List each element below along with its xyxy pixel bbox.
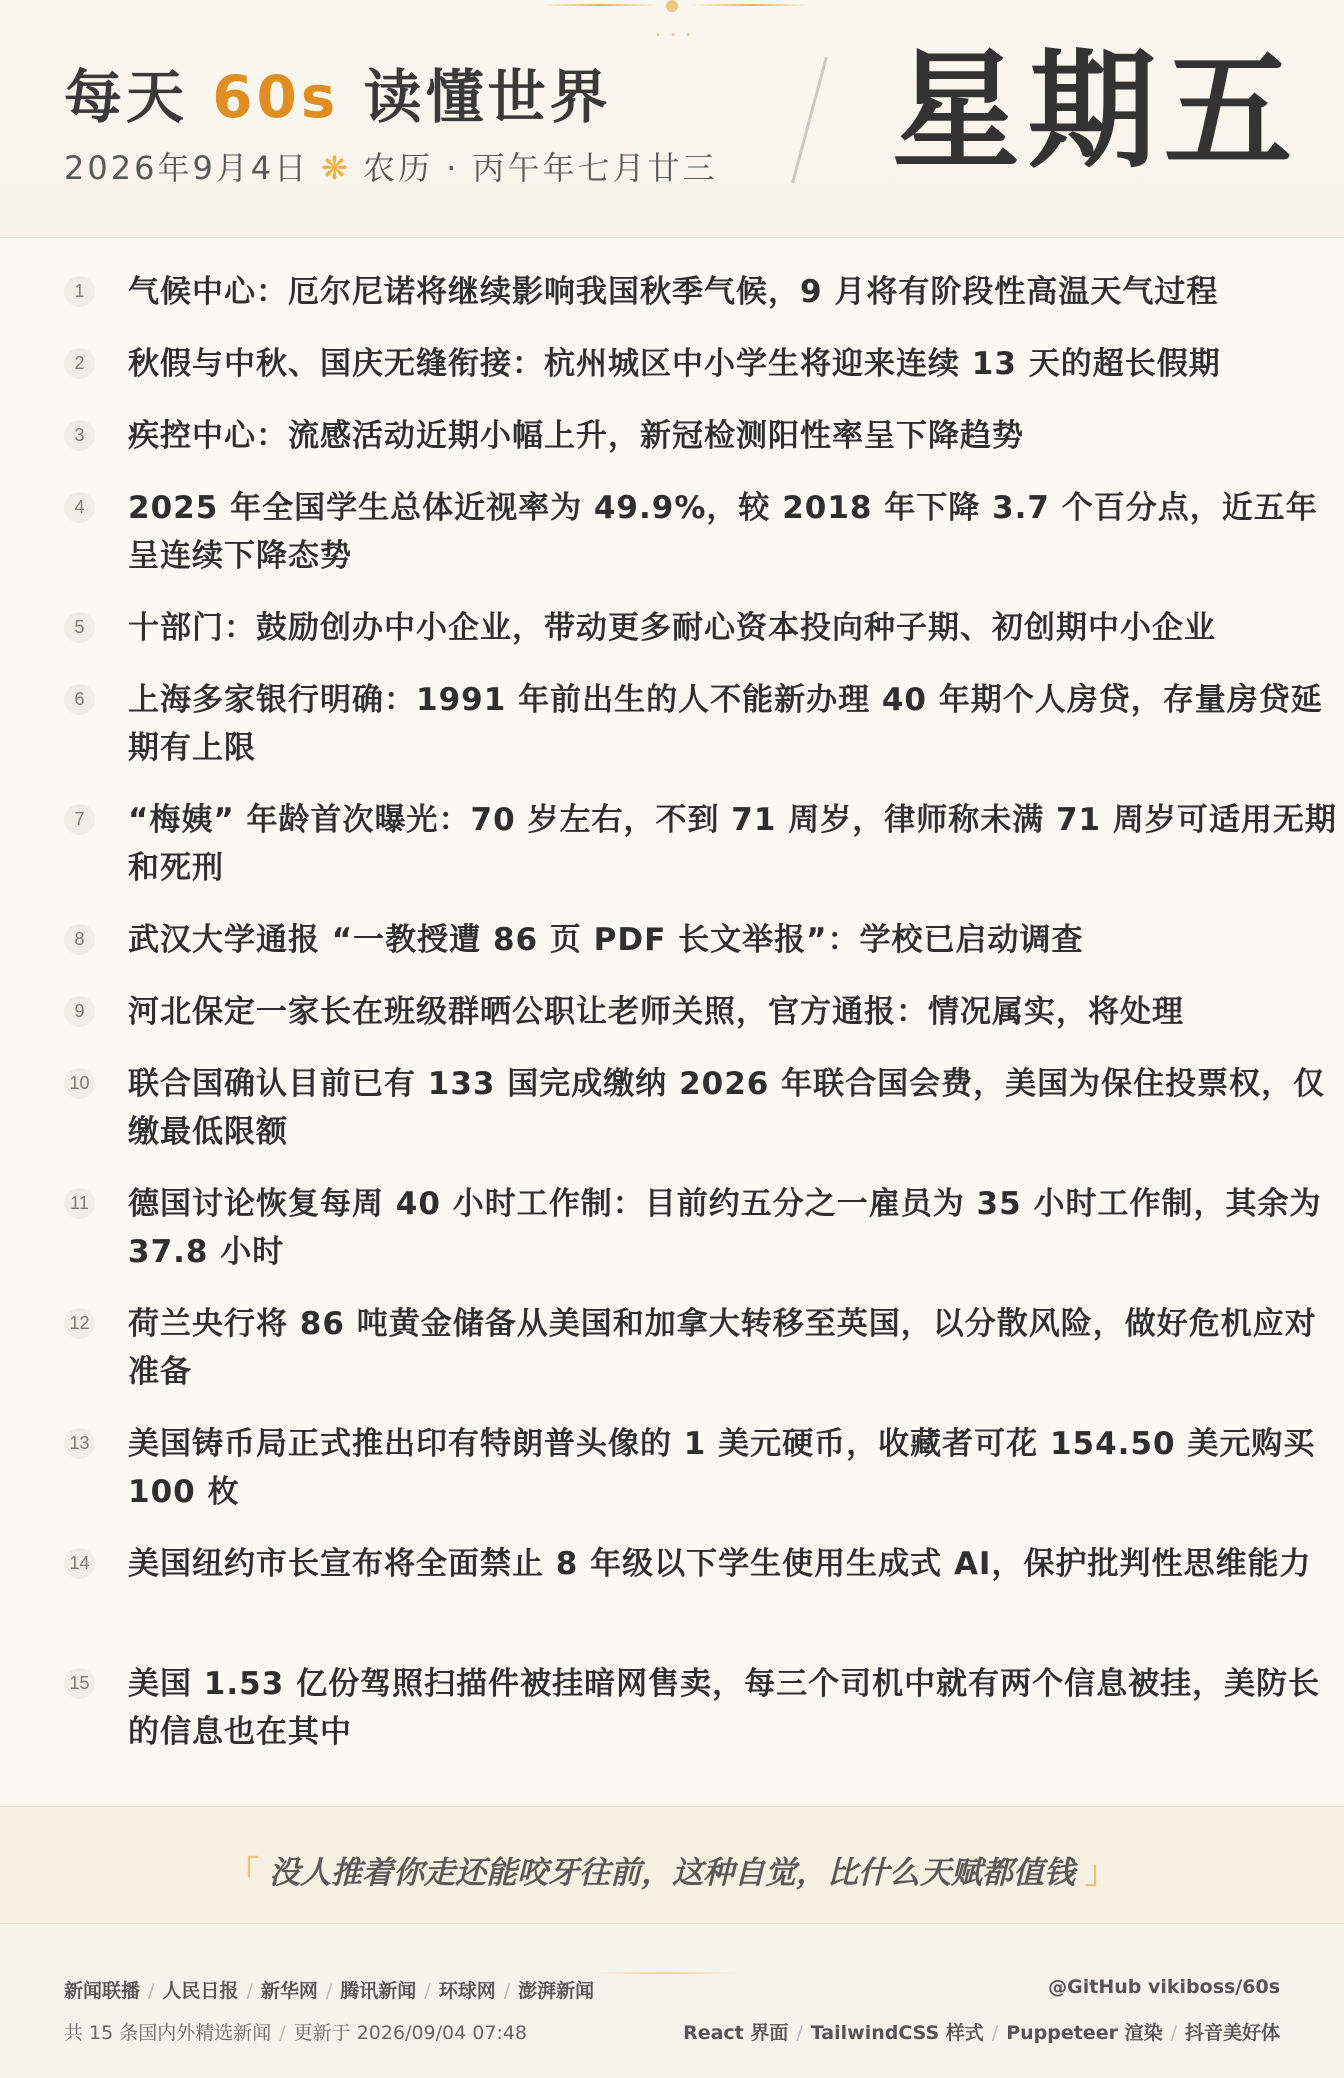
- weekday: 星期五: [892, 37, 1301, 186]
- news-number-badge: 7: [64, 804, 95, 835]
- news-number-badge: 2: [64, 348, 95, 379]
- news-number-badge: 1: [64, 276, 95, 307]
- news-number-badge: 8: [64, 924, 95, 955]
- source-item: 环球网: [438, 1980, 496, 2002]
- lunar-date: 农历 · 丙午年七月廿三: [362, 149, 718, 187]
- divider-slash: [791, 57, 828, 183]
- daily-quote: [0, 1847, 1344, 1892]
- tech-item: React 界面: [683, 2022, 789, 2044]
- news-text: 武汉大学通报 “一教授遭 86 页 PDF 长文举报”：学校已启动调查: [128, 922, 1084, 958]
- quote-text: 没人推着你走还能咬牙往前，这种自觉，比什么天赋都值钱: [269, 1855, 1075, 1891]
- source-item: 腾讯新闻: [340, 1980, 417, 2002]
- tech-item: 抖音美好体: [1184, 2022, 1280, 2044]
- title-prefix: 每天: [64, 63, 213, 131]
- quote-close-mark: 」: [1085, 1855, 1116, 1891]
- date-line: [64, 143, 718, 189]
- updated-time: 更新于 2026/09/04 07:48: [293, 2022, 528, 2044]
- news-text: 气候中心：厄尔尼诺将继续影响我国秋季气候，9 月将有阶段性高温天气过程: [128, 274, 1219, 310]
- news-text: 十部门：鼓励创办中小企业，带动更多耐心资本投向种子期、初创期中小企业: [128, 610, 1216, 646]
- news-number-badge: 4: [64, 492, 95, 523]
- news-text: 疾控中心：流感活动近期小幅上升，新冠检测阳性率呈下降趋势: [128, 418, 1024, 454]
- deco-line-left: [540, 4, 660, 6]
- news-text: 美国纽约市长宣布将全面禁止 8 年级以下学生使用生成式 AI，保护批判性思维能力: [128, 1546, 1312, 1582]
- source-item: 澎湃新闻: [518, 1980, 595, 2002]
- news-text: 2025 年全国学生总体近视率为 49.9%，较 2018 年下降 3.7 个百分点，近五年呈连续下降态势: [128, 490, 1318, 574]
- news-text: 河北保定一家长在班级群晒公职让老师关照，官方通报：情况属实，将处理: [128, 994, 1184, 1030]
- news-text: “梅姨” 年龄首次曝光：70 岁左右，不到 71 周岁，律师称未满 71 周岁可适用无期和死刑: [128, 802, 1337, 886]
- news-number-badge: 10: [64, 1068, 95, 1099]
- star-icon: ❋: [321, 149, 351, 187]
- news-text: 上海多家银行明确：1991 年前出生的人不能新办理 40 年期个人房贷，存量房贷延期有上限: [128, 682, 1323, 766]
- news-text: 美国铸币局正式推出印有特朗普头像的 1 美元硬币，收藏者可花 154.50 美元购买 100 枚: [128, 1426, 1316, 1510]
- source-item: 人民日报: [162, 1980, 239, 2002]
- footer: [0, 1924, 1344, 2078]
- news-text: 美国 1.53 亿份驾照扫描件被挂暗网售卖，每三个司机中就有两个信息被挂，美防长的信息也在其中: [128, 1666, 1321, 1750]
- separator: /: [1170, 2022, 1177, 2044]
- footer-meta: [64, 2018, 527, 2045]
- news-sources: [64, 1976, 594, 2003]
- source-item: 新华网: [260, 1980, 318, 2002]
- source-item: 新闻联播: [64, 1980, 141, 2002]
- separator: /: [796, 2022, 803, 2044]
- quote-box: [0, 1806, 1344, 1924]
- separator: /: [424, 1980, 431, 2002]
- page-title: [64, 50, 612, 134]
- quote-open-mark: 「: [228, 1855, 259, 1891]
- news-number-badge: 15: [64, 1668, 95, 1699]
- header: [0, 0, 1344, 238]
- gregorian-date: 2026年9月4日: [64, 149, 310, 187]
- news-number-badge: 3: [64, 420, 95, 451]
- news-number-badge: 14: [64, 1548, 95, 1579]
- tech-item: TailwindCSS 样式: [810, 2022, 984, 2044]
- tech-item: Puppeteer 渲染: [1006, 2022, 1163, 2044]
- deco-dots: • • •: [655, 30, 695, 41]
- news-number-badge: 5: [64, 612, 95, 643]
- top-decoration: [0, 0, 1344, 40]
- footer-deco-line: [590, 1972, 740, 1974]
- news-number-badge: 12: [64, 1308, 95, 1339]
- news-text: 德国讨论恢复每周 40 小时工作制：目前约五分之一雇员为 35 小时工作制，其余为 37.8 小时: [128, 1186, 1322, 1270]
- news-text: 秋假与中秋、国庆无缝衔接：杭州城区中小学生将迎来连续 13 天的超长假期: [128, 346, 1221, 382]
- separator: /: [503, 1980, 511, 2002]
- news-number-badge: 13: [64, 1428, 95, 1459]
- deco-dot: [666, 0, 678, 12]
- news-number-badge: 6: [64, 684, 95, 715]
- separator: /: [246, 1980, 253, 2002]
- separator: /: [991, 2022, 999, 2044]
- meta-separator: /: [279, 2022, 286, 2044]
- news-count: 共 15 条国内外精选新闻: [64, 2022, 272, 2044]
- news-text: 联合国确认目前已有 133 国完成缴纳 2026 年联合国会费，美国为保住投票权，仅缴最低限额: [128, 1066, 1326, 1150]
- news-text: 荷兰央行将 86 吨黄金储备从美国和加拿大转移至英国，以分散风险，做好危机应对准备: [128, 1306, 1317, 1390]
- title-suffix: 读懂世界: [339, 63, 612, 131]
- github-credit: @GitHub vikiboss/60s: [1048, 1976, 1280, 1998]
- news-number-badge: 11: [64, 1188, 95, 1219]
- tech-stack: [683, 2018, 1280, 2045]
- separator: /: [325, 1980, 333, 2002]
- news-number-badge: 9: [64, 996, 95, 1027]
- deco-line-right: [690, 4, 810, 6]
- title-highlight: 60s: [212, 63, 340, 131]
- separator: /: [148, 1980, 155, 2002]
